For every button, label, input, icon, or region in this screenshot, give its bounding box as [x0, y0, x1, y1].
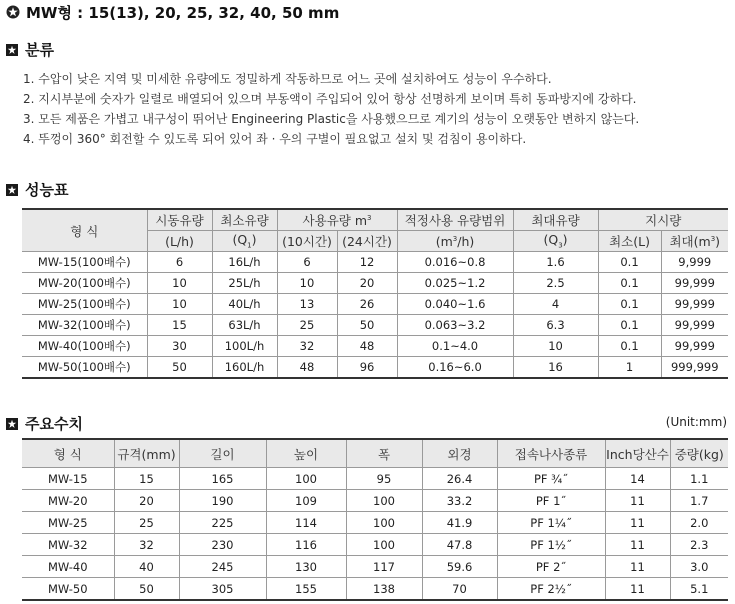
section-title: 분류: [25, 41, 54, 59]
cell: 99,999: [661, 315, 728, 336]
cell: 11: [605, 578, 670, 601]
cell: 50: [147, 357, 212, 379]
cell: 48: [277, 357, 337, 379]
header-size: 규격(mm): [114, 439, 179, 468]
table-row: [22, 336, 728, 357]
table-row: [22, 315, 728, 336]
cell: 230: [179, 534, 266, 556]
cell: 63L/h: [212, 315, 277, 336]
cell: 33.2: [422, 490, 497, 512]
cell: 95: [346, 468, 422, 490]
feature-item: 3. 모든 제품은 가볍고 내구성이 뛰어난 Engineering Plastic을 사용했으므로 계기의 성능이 오랫동안 변하지 않는다.: [23, 112, 640, 126]
cell: 114: [266, 512, 346, 534]
cell: 10: [147, 273, 212, 294]
cell: 0.1: [598, 273, 661, 294]
cell: 1.1: [670, 468, 728, 490]
cell: 160L/h: [212, 357, 277, 379]
feature-item: 4. 뚜껑이 360° 회전할 수 있도록 되어 있어 좌 · 우의 구별이 필요없고 설치 및 검침이 용이하다.: [23, 132, 527, 146]
cell: 245: [179, 556, 266, 578]
header-outer-diameter: 외경: [422, 439, 497, 468]
cell: 999,999: [661, 357, 728, 379]
section-heading-classification: [6, 39, 54, 60]
cell-model: MW-15: [22, 468, 114, 490]
cell-model: MW-32(100배수): [22, 315, 147, 336]
header-threads-per-inch: Inch당산수: [605, 439, 670, 468]
cell: 13: [277, 294, 337, 315]
table-row: [22, 512, 728, 534]
cell: 100: [266, 468, 346, 490]
cell: PF ¾˝: [497, 468, 605, 490]
cell-model: MW-40(100배수): [22, 336, 147, 357]
cell: 4: [513, 294, 598, 315]
header-model: 형 식: [22, 439, 114, 468]
header-proper-range-unit: $(m^3/h)$: [397, 231, 513, 252]
cell: 10: [513, 336, 598, 357]
table-row: [22, 357, 728, 379]
table-row: [22, 468, 728, 490]
cell: 11: [605, 534, 670, 556]
cell: 117: [346, 556, 422, 578]
cell: 50: [114, 578, 179, 601]
header-proper-range: 적정사용 유량범위: [397, 209, 513, 231]
feature-item: 1. 수압이 낮은 지역 및 미세한 유량에도 정밀하게 작동하므로 어느 곳에 설치하여도 성능이 우수하다.: [23, 72, 552, 86]
cell: 0.1: [598, 252, 661, 273]
cell: 48: [337, 336, 397, 357]
table-row: [22, 294, 728, 315]
cell: 47.8: [422, 534, 497, 556]
cell: 165: [179, 468, 266, 490]
bullet-square-icon: [6, 184, 18, 196]
header-length: 길이: [179, 439, 266, 468]
cell: 3.0: [670, 556, 728, 578]
cell: 0.040~1.6: [397, 294, 513, 315]
header-start-flow-unit: (L/h): [147, 231, 212, 252]
cell: 100: [346, 534, 422, 556]
cell: 1.7: [670, 490, 728, 512]
section-title: 주요수치: [25, 415, 83, 433]
header-width: 폭: [346, 439, 422, 468]
unit-label: (Unit:mm): [665, 415, 727, 429]
cell: 40L/h: [212, 294, 277, 315]
table-row: [22, 556, 728, 578]
header-min-flow: 최소유량: [212, 209, 277, 231]
cell-model: MW-50: [22, 578, 114, 601]
cell: PF 2½˝: [497, 578, 605, 601]
cell: 155: [266, 578, 346, 601]
cell-model: MW-40: [22, 556, 114, 578]
cell: 100L/h: [212, 336, 277, 357]
cell: 100: [346, 512, 422, 534]
cell: 70: [422, 578, 497, 601]
feature-item: 2. 지시부분에 숫자가 일렬로 배열되어 있으며 부동액이 주입되어 있어 항상 선명하게 보이며 특히 동파방지에 강하다.: [23, 92, 637, 106]
cell: 6: [277, 252, 337, 273]
cell: 11: [605, 512, 670, 534]
header-thread-type: 접속나사종류: [497, 439, 605, 468]
cell: 59.6: [422, 556, 497, 578]
cell: 305: [179, 578, 266, 601]
cell-model: MW-32: [22, 534, 114, 556]
section-title: 성능표: [25, 181, 69, 199]
cell: 6: [147, 252, 212, 273]
table-row: [22, 252, 728, 273]
cell: 9,999: [661, 252, 728, 273]
cell-model: MW-50(100배수): [22, 357, 147, 379]
cell: 109: [266, 490, 346, 512]
cell: 2.3: [670, 534, 728, 556]
cell: 116: [266, 534, 346, 556]
cell: 16: [513, 357, 598, 379]
cell: 1: [598, 357, 661, 379]
cell: 25: [114, 512, 179, 534]
cell-model: MW-15(100배수): [22, 252, 147, 273]
cell: 20: [337, 273, 397, 294]
cell: 99,999: [661, 273, 728, 294]
header-height: 높이: [266, 439, 346, 468]
cell: 30: [147, 336, 212, 357]
header-indicator: 지시량: [598, 209, 728, 231]
cell: 0.1: [598, 294, 661, 315]
cell: 14: [605, 468, 670, 490]
header-model: 형 식: [22, 209, 147, 252]
header-ind-min: 최소(L): [598, 231, 661, 252]
cell: PF 1¼˝: [497, 512, 605, 534]
cell: 96: [337, 357, 397, 379]
cell: 15: [147, 315, 212, 336]
cell: 99,999: [661, 336, 728, 357]
page-title-row: [6, 2, 339, 22]
table-row: [22, 578, 728, 601]
cell-model: MW-20: [22, 490, 114, 512]
table-row: [22, 273, 728, 294]
cell: 11: [605, 490, 670, 512]
header-min-flow-unit: $(Q_1)$: [212, 231, 277, 252]
cell: 16L/h: [212, 252, 277, 273]
cell: 10: [277, 273, 337, 294]
cell-model: MW-20(100배수): [22, 273, 147, 294]
page-title: MW형 : 15(13), 20, 25, 32, 40, 50 mm: [26, 3, 340, 22]
cell: 50: [337, 315, 397, 336]
cell: 0.16~6.0: [397, 357, 513, 379]
dimensions-table: [22, 438, 728, 601]
flower-icon: [6, 5, 20, 19]
cell: 0.1: [598, 336, 661, 357]
cell: 0.1: [598, 315, 661, 336]
cell: PF 2˝: [497, 556, 605, 578]
header-max-flow-unit: $(Q_3)$: [513, 231, 598, 252]
cell: 0.025~1.2: [397, 273, 513, 294]
header-10h: (10시간): [277, 231, 337, 252]
header-ind-max: 최대$(m^3)$: [661, 231, 728, 252]
section-heading-performance: [6, 179, 68, 200]
cell: 32: [277, 336, 337, 357]
cell: 15: [114, 468, 179, 490]
cell: 190: [179, 490, 266, 512]
cell: 25L/h: [212, 273, 277, 294]
cell: 99,999: [661, 294, 728, 315]
table-row: [22, 534, 728, 556]
cell: 100: [346, 490, 422, 512]
cell: 130: [266, 556, 346, 578]
cell: 0.1~4.0: [397, 336, 513, 357]
cell: 11: [605, 556, 670, 578]
cell: 40: [114, 556, 179, 578]
table-row: [22, 490, 728, 512]
header-max-flow: 최대유량: [513, 209, 598, 231]
cell-model: MW-25(100배수): [22, 294, 147, 315]
header-start-flow: 시동유량: [147, 209, 212, 231]
cell: 26.4: [422, 468, 497, 490]
cell: 2.0: [670, 512, 728, 534]
bullet-square-icon: [6, 44, 18, 56]
cell: 2.5: [513, 273, 598, 294]
cell: 10: [147, 294, 212, 315]
cell-model: MW-25: [22, 512, 114, 534]
feature-list: [23, 69, 639, 149]
cell: 41.9: [422, 512, 497, 534]
cell: 32: [114, 534, 179, 556]
cell: 12: [337, 252, 397, 273]
cell: 5.1: [670, 578, 728, 601]
cell: 25: [277, 315, 337, 336]
cell: 26: [337, 294, 397, 315]
section-heading-dimensions: [6, 413, 83, 434]
cell: 20: [114, 490, 179, 512]
performance-table: [22, 208, 728, 379]
cell: 1.6: [513, 252, 598, 273]
header-use-flow: 사용유량 $m^3$: [277, 209, 397, 231]
cell: 0.016~0.8: [397, 252, 513, 273]
bullet-square-icon: [6, 418, 18, 430]
cell: PF 1˝: [497, 490, 605, 512]
header-24h: (24시간): [337, 231, 397, 252]
cell: 0.063~3.2: [397, 315, 513, 336]
cell: 6.3: [513, 315, 598, 336]
header-weight: 중량(kg): [670, 439, 728, 468]
cell: 225: [179, 512, 266, 534]
cell: PF 1½˝: [497, 534, 605, 556]
cell: 138: [346, 578, 422, 601]
